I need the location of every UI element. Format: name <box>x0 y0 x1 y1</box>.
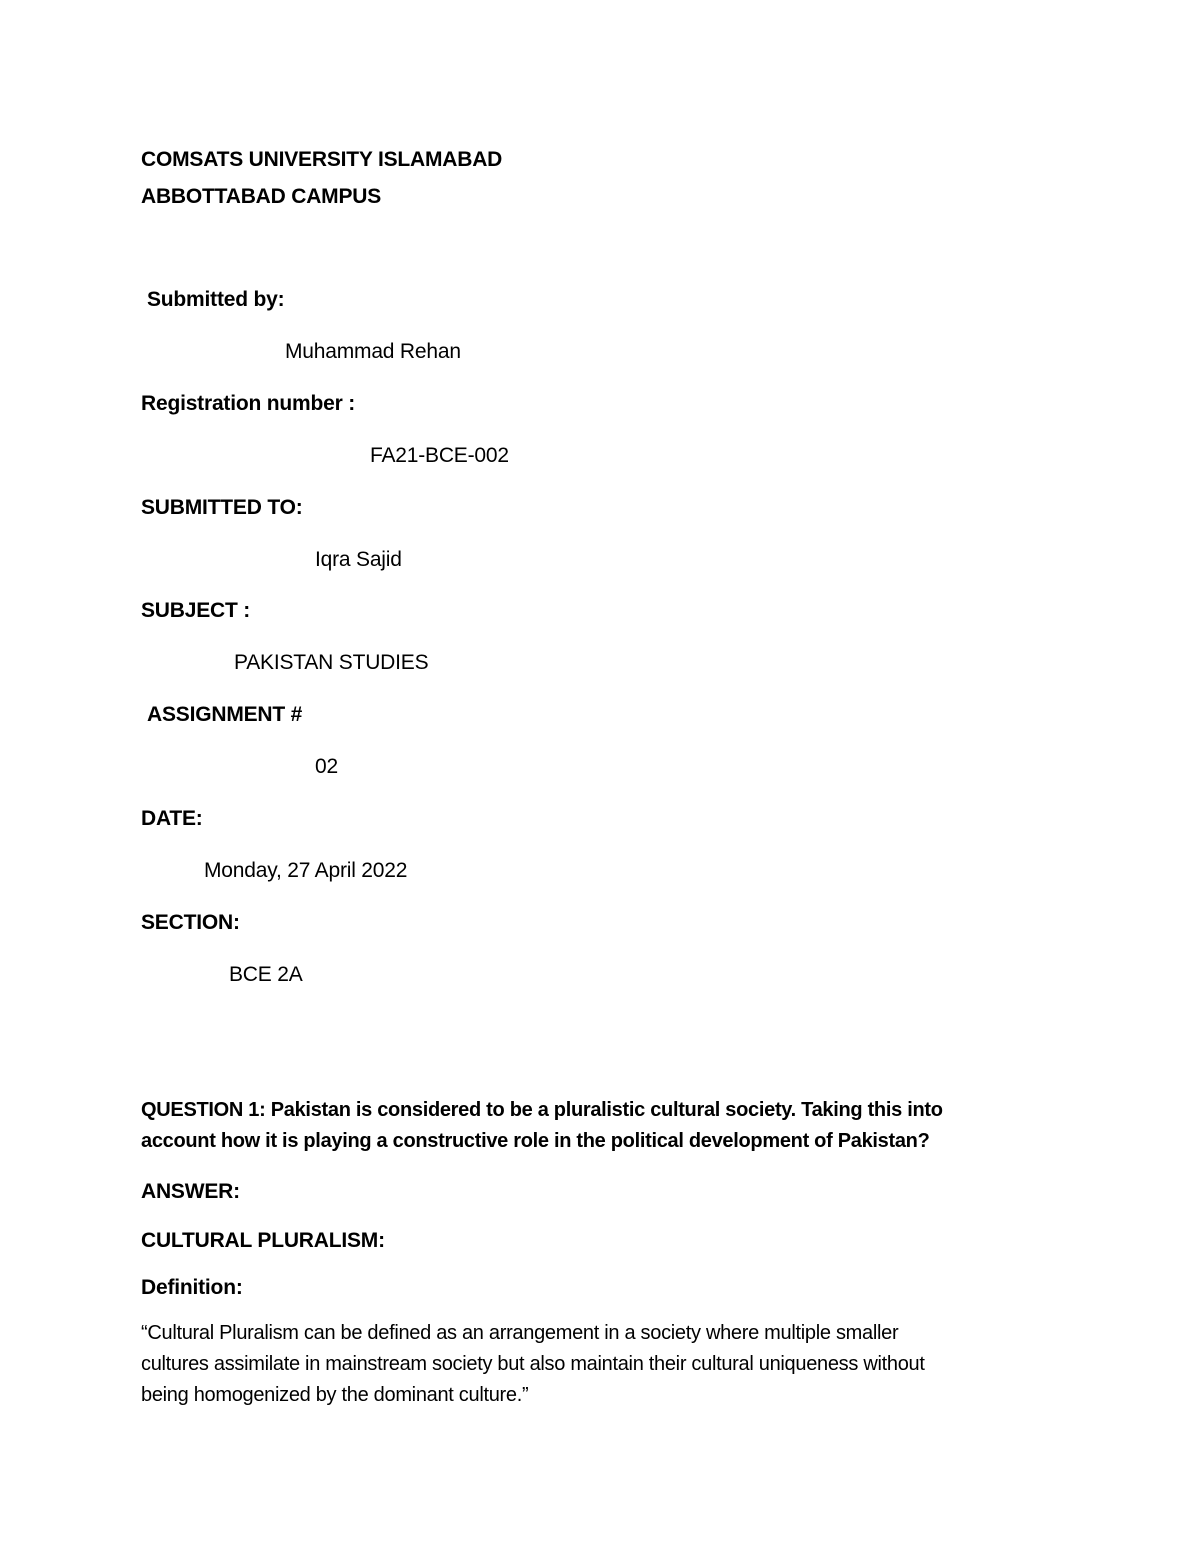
submitted-by-label: Submitted by: <box>147 288 285 311</box>
submitted-to-label: SUBMITTED TO: <box>141 496 303 519</box>
submitted-by-value: Muhammad Rehan <box>285 340 461 363</box>
university-name: COMSATS UNIVERSITY ISLAMABAD <box>141 148 503 171</box>
question-line: account how it is playing a constructive role in the political development of Pakistan? <box>141 1130 930 1152</box>
section-heading: CULTURAL PLURALISM: <box>141 1229 385 1252</box>
question-text <box>141 1095 943 1157</box>
question-line: QUESTION 1: Pakistan is considered to be a pluralistic cultural society. Taking this into <box>141 1099 943 1121</box>
subject-label: SUBJECT : <box>141 599 251 622</box>
date-value: Monday, 27 April 2022 <box>204 859 408 882</box>
paragraph-line: “Cultural Pluralism can be defined as an arrangement in a society where multiple smaller <box>141 1322 899 1344</box>
section-value: BCE 2A <box>229 963 303 986</box>
definition-paragraph <box>141 1318 925 1411</box>
section-label: SECTION: <box>141 911 240 934</box>
paragraph-line: cultures assimilate in mainstream society but also maintain their cultural uniqueness without <box>141 1353 925 1375</box>
paragraph-line: being homogenized by the dominant culture.” <box>141 1384 529 1406</box>
assignment-value: 02 <box>315 755 338 778</box>
assignment-label: ASSIGNMENT # <box>147 703 303 726</box>
subject-value: PAKISTAN STUDIES <box>234 651 429 674</box>
definition-label: Definition: <box>141 1276 243 1299</box>
registration-label: Registration number : <box>141 392 355 415</box>
answer-label: ANSWER: <box>141 1180 240 1203</box>
date-label: DATE: <box>141 807 203 830</box>
campus-name: ABBOTTABAD CAMPUS <box>141 185 382 208</box>
registration-value: FA21-BCE-002 <box>370 444 509 467</box>
submitted-to-value: Iqra Sajid <box>315 548 402 571</box>
